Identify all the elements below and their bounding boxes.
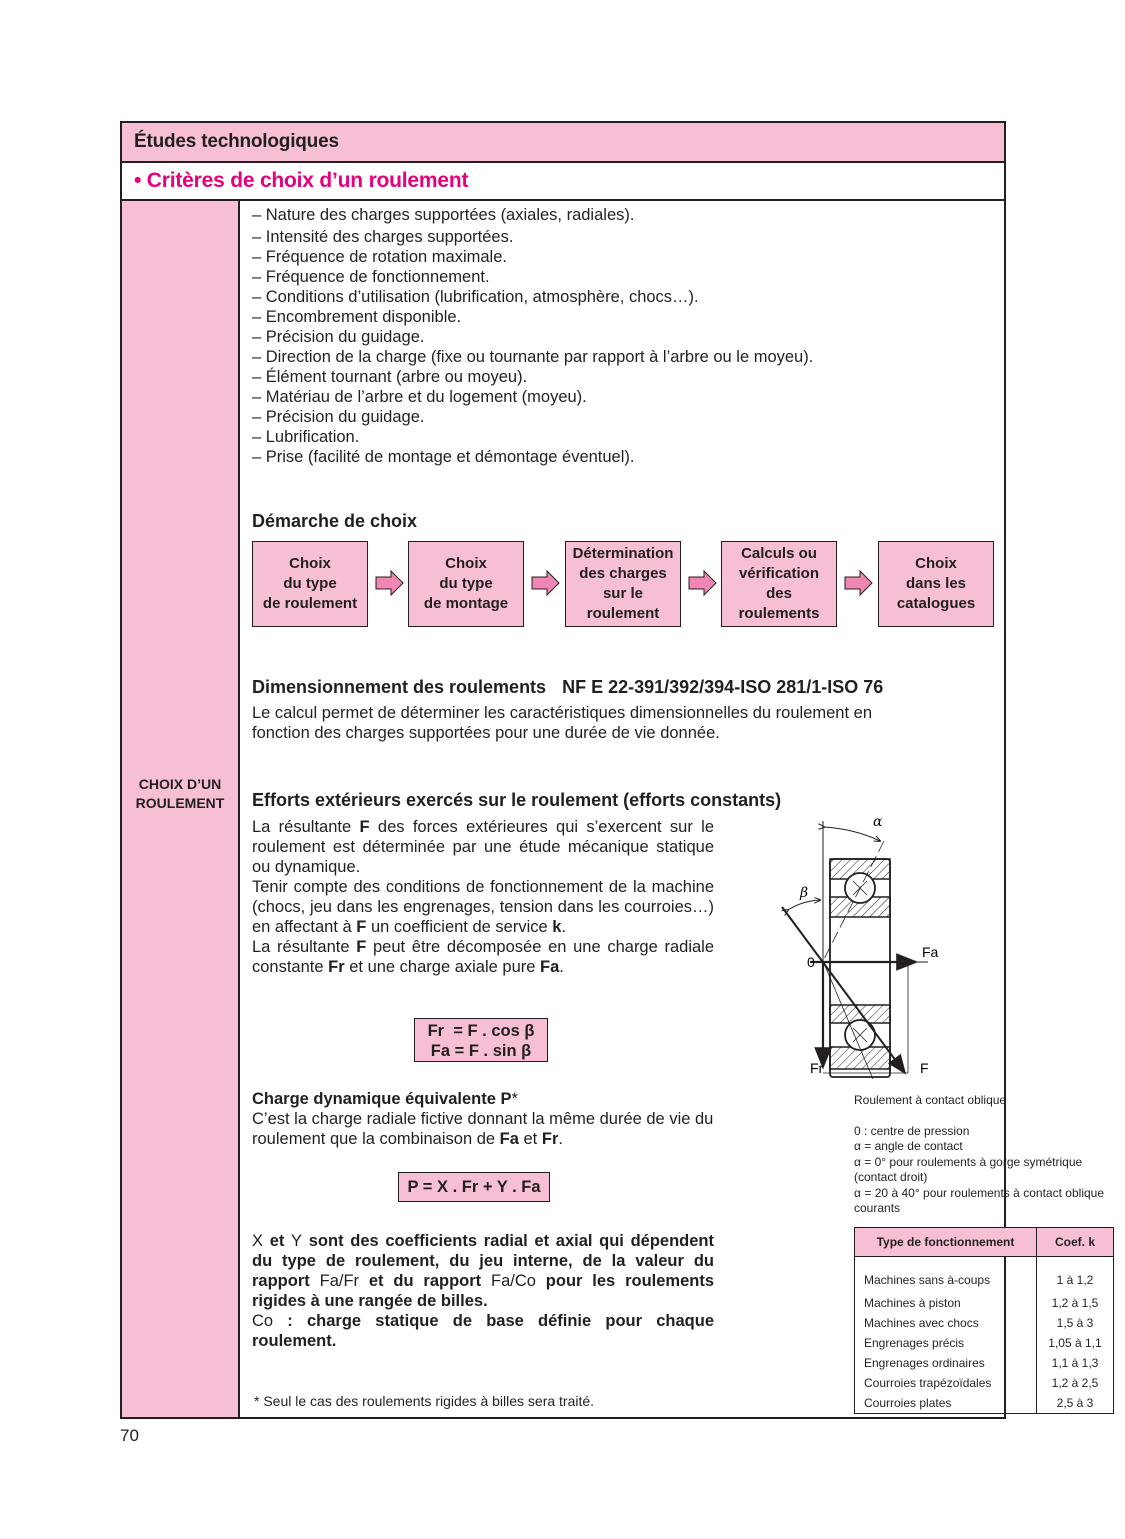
table-row	[855, 1353, 1114, 1373]
emphasis-term: Fa	[540, 958, 560, 976]
list-item: – Précision du guidage.	[252, 408, 425, 426]
list-item: – Encombrement disponible.	[252, 308, 462, 326]
charge-title-text: Charge dynamique équivalente P	[252, 1090, 512, 1108]
emphasis-term: : charge statique de base définie pour chaque roulement.	[252, 1312, 714, 1350]
page-frame	[120, 121, 1104, 1419]
efforts-title: Efforts extérieurs exercés sur le roulement (efforts constants)	[252, 790, 782, 810]
main-content	[240, 201, 1104, 1417]
table-row	[855, 1333, 1114, 1353]
charge-section	[252, 1089, 714, 1149]
table-cell-coef: 1 à 1,2	[1037, 1257, 1114, 1294]
topic-header	[122, 163, 1004, 201]
emphasis-term: et du rapport	[359, 1272, 491, 1290]
text-line: fonction des charges supportées pour une durée de vie donnée.	[252, 724, 720, 742]
flow-step-line: dans les	[905, 575, 967, 592]
coefficient-table	[854, 1227, 1114, 1414]
fr-label: Fr	[810, 1060, 824, 1076]
section-header	[122, 123, 1004, 163]
flow-step-line: roulements	[738, 605, 820, 622]
footnote-marker: *	[511, 1090, 518, 1108]
text-run: Co	[252, 1312, 274, 1330]
flow-step-line: sur le	[602, 585, 643, 602]
sidebar	[122, 201, 240, 1417]
sidebar-label-line: ROULEMENT	[135, 795, 225, 811]
legend-item: α = angle de contact	[854, 1139, 963, 1153]
alpha-label: α	[873, 814, 883, 830]
dimensionnement-heading	[252, 677, 883, 698]
table-cell-type: Engrenages ordinaires	[864, 1356, 985, 1370]
text-run: peut être décomposée en une charge radiale constante	[252, 938, 715, 976]
legend-item: α = 20 à 40° pour roulements à contact oblique courants	[854, 1185, 1104, 1215]
emphasis-term: k	[552, 918, 562, 936]
flow-step-line: des	[766, 585, 792, 602]
table-cell-type: Machines avec chocs	[864, 1316, 979, 1330]
emphasis-term: et	[263, 1232, 292, 1250]
emphasis-term: pour les roulements rigides à une rangée de billes.	[252, 1272, 715, 1310]
flow-step-line: Calculs ou	[741, 545, 817, 562]
table-row	[855, 1257, 1114, 1294]
bearing-diagram	[780, 811, 1000, 1081]
flow-step-line: du type	[439, 575, 493, 592]
xy-text	[252, 1231, 714, 1311]
demarche-title: Démarche de choix	[252, 511, 418, 531]
table-cell-coef: 1,2 à 1,5	[1037, 1293, 1114, 1313]
flow-step-line: Choix	[915, 555, 957, 572]
list-item: – Conditions d’utilisation (lubrification, atmosphère, chocs…).	[252, 288, 699, 306]
list-item: – Élément tournant (arbre ou moyeu).	[252, 368, 528, 386]
origin-label: 0	[807, 954, 815, 970]
flow-step	[252, 541, 368, 627]
text-run: .	[559, 958, 564, 976]
text-run: La résultante	[252, 818, 360, 836]
flow-step-line: vérification	[738, 565, 819, 582]
column-header: Type de fonctionnement	[855, 1228, 1037, 1257]
table-cell-type: Engrenages précis	[864, 1336, 965, 1350]
text-run: et une charge axiale pure	[344, 958, 541, 976]
arrow-right-icon	[531, 570, 561, 596]
coefficient-text	[252, 1231, 714, 1351]
emphasis-term: F	[359, 818, 370, 836]
flow-step	[408, 541, 524, 627]
table-cell-coef: 1,2 à 2,5	[1037, 1373, 1114, 1393]
list-item: – Direction de la charge (fixe ou tournante par rapport à l’arbre ou le moyeu).	[252, 348, 814, 366]
charge-title	[252, 1089, 714, 1109]
list-item: – Prise (facilité de montage et démontage éventuel).	[252, 448, 635, 466]
table-cell-type: Courroies trapézoïdales	[864, 1376, 992, 1390]
page-title: • Critères de choix d’un roulement	[134, 169, 469, 192]
flow-step	[878, 541, 994, 627]
list-item: – Fréquence de fonctionnement.	[252, 268, 490, 286]
emphasis-term: Fa	[499, 1130, 519, 1148]
text-run: Tenir compte des conditions de fonctionnement de la machine (chocs, jeu dans les engrenages, tension dans les courroies…) en affectant à	[252, 878, 714, 936]
table-cell-coef: 1,5 à 3	[1037, 1313, 1114, 1333]
text-run: C’est la charge radiale fictive donnant la même durée de vie du roulement que la combinaison de	[252, 1110, 714, 1148]
load-equation: P = X . Fr + Y . Fa	[398, 1172, 550, 1202]
flow-step	[565, 541, 681, 627]
efforts-p3	[252, 937, 714, 977]
page-number: 70	[120, 1426, 139, 1445]
table-row	[855, 1313, 1114, 1333]
table-cell-coef: 1,1 à 1,3	[1037, 1353, 1114, 1373]
table-cell-type: Machines à piston	[864, 1296, 961, 1310]
table-row	[855, 1393, 1114, 1414]
flow-step-line: du type	[283, 575, 337, 592]
efforts-p1	[252, 817, 714, 877]
flow-step-line: Détermination	[572, 545, 674, 562]
charge-text	[252, 1109, 714, 1149]
list-item: – Fréquence de rotation maximale.	[252, 248, 507, 266]
flow-step	[721, 541, 837, 627]
emphasis-term: F	[356, 918, 367, 936]
text-line: Le calcul permet de déterminer les caractéristiques dimensionnelles du roulement en	[252, 704, 872, 722]
arrow-right-icon	[688, 570, 718, 596]
emphasis-term: F	[356, 938, 367, 956]
beta-label: β	[800, 885, 809, 901]
list-item: – Intensité des charges supportées.	[252, 228, 514, 246]
footnote: * Seul le cas des roulements rigides à billes sera traité.	[254, 1393, 595, 1409]
section-title: Études technologiques	[134, 131, 339, 152]
beta-arc	[788, 900, 820, 910]
list-item: – Nature des charges supportées (axiales, radiales).	[252, 206, 635, 224]
alpha-arc	[824, 827, 880, 841]
column-header: Coef. k	[1037, 1228, 1114, 1257]
figure-caption: Roulement à contact oblique	[854, 1093, 1007, 1107]
arrow-right-icon	[375, 570, 405, 596]
flow-step-line: roulement	[586, 605, 660, 622]
table-cell-coef: 1,05 à 1,1	[1037, 1333, 1114, 1353]
text-run: Fa/Fr	[319, 1272, 360, 1290]
table-cell-coef: 2,5 à 3	[1037, 1393, 1114, 1414]
flow-step-line: Choix	[289, 555, 331, 572]
list-item: – Matériau de l’arbre et du logement (moyeu).	[252, 388, 587, 406]
text-run: .	[561, 918, 567, 936]
norm-reference: NF E 22-391/392/394-ISO 281/1-ISO 76	[562, 677, 884, 697]
criteria-list	[252, 205, 813, 467]
efforts-text	[252, 817, 714, 977]
flow-step-line: Choix	[445, 555, 487, 572]
sidebar-label-line: CHOIX D’UN	[138, 776, 222, 792]
table-cell-type: Courroies plates	[864, 1396, 952, 1410]
arrow-right-icon	[844, 570, 874, 596]
text-run: et	[518, 1130, 542, 1148]
legend-item: α = 0° pour roulements à gorge symétrique (contact droit)	[854, 1154, 1083, 1184]
text-run: Y	[291, 1232, 303, 1250]
dimensionnement-text	[252, 703, 872, 743]
emphasis-term: Fr	[541, 1130, 559, 1148]
text-run: Fa/Co	[491, 1272, 536, 1290]
emphasis-term: sont des coefficients radial et axial qui dépendent du type de roulement, du jeu interne, de la valeur du rapport	[252, 1232, 714, 1290]
flow-step-line: de roulement	[262, 595, 358, 612]
co-text	[252, 1311, 714, 1351]
list-item: – Précision du guidage.	[252, 328, 425, 346]
equation-fa: Fa = F . sin β	[430, 1042, 532, 1060]
figure-caption-block	[854, 1093, 1104, 1217]
flow-step-line: de montage	[423, 595, 509, 612]
efforts-p2	[252, 877, 714, 937]
table-row	[855, 1293, 1114, 1313]
table-cell-type: Machines sans à-coups	[864, 1273, 991, 1287]
text-run: X	[252, 1232, 264, 1250]
text-run: La résultante	[252, 938, 357, 956]
list-item: – Lubrification.	[252, 428, 360, 446]
text-run: des forces extérieures qui s’exercent sur le roulement est déterminée par une étude mécanique statique ou dynamique.	[252, 818, 715, 876]
dimensionnement-title: Dimensionnement des roulements	[252, 677, 547, 697]
flow-step-line: catalogues	[896, 595, 976, 612]
flow-step-line: des charges	[579, 565, 667, 582]
fa-label: Fa	[922, 944, 939, 960]
text-run: .	[558, 1130, 563, 1148]
emphasis-term: Fr	[328, 958, 345, 976]
sidebar-label	[122, 775, 238, 813]
f-label: F	[920, 1060, 929, 1076]
table-row	[855, 1373, 1114, 1393]
force-equations	[414, 1018, 548, 1062]
equation-fr: Fr = F . cos β	[427, 1022, 535, 1040]
legend-item: 0 : centre de pression	[854, 1123, 970, 1138]
text-run: un coefficient de service	[366, 918, 553, 936]
